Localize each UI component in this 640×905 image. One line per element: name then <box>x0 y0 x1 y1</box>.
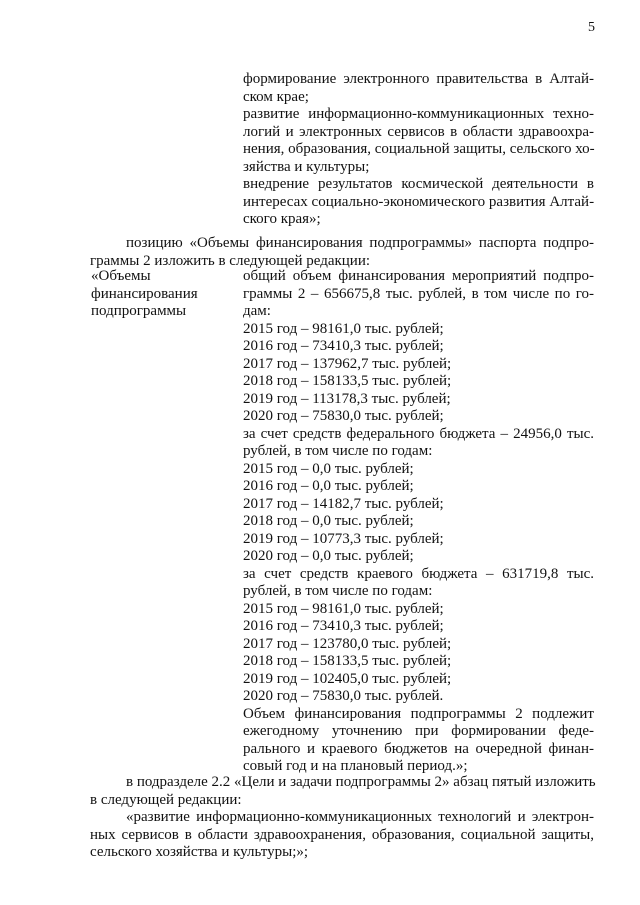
text-line: ных сервисов в области здравоохранения, образования, социальной защиты, <box>90 826 594 843</box>
year-line: 2015 год – 0,0 тыс. рублей; <box>243 460 414 477</box>
year-line: 2018 год – 158133,5 тыс. рублей; <box>243 653 452 669</box>
text-line: рублей, в том числе по годам: <box>243 583 433 599</box>
year-line: 2015 год – 98161,0 тыс. рублей; <box>243 320 444 337</box>
closing-paragraphs <box>90 774 594 862</box>
text-line: за счет средств краевого бюджета – 631719,8 тыс. <box>243 565 594 582</box>
year-line: 2017 год – 14182,7 тыс. рублей; <box>243 495 444 512</box>
goals-list <box>243 71 594 229</box>
year-line: 2016 год – 73410,3 тыс. рублей; <box>243 338 444 354</box>
year-line: 2018 год – 0,0 тыс. рублей; <box>243 513 414 529</box>
label-line: подпрограммы <box>91 303 187 319</box>
year-line: 2019 год – 10773,3 тыс. рублей; <box>243 530 444 547</box>
text-line: дам: <box>243 303 271 319</box>
text-line: ежегодному уточнению при формировании феде- <box>243 723 594 739</box>
text-line: граммы 2 – 656675,8 тыс. рублей, в том числе по го- <box>243 285 594 302</box>
text-line: за счет средств федерального бюджета – 24956,0 тыс. <box>243 425 594 442</box>
text-line: рублей, в том числе по годам: <box>243 443 433 459</box>
text-line: интересах социально-экономического развития Алтай- <box>243 193 595 210</box>
text-line: рального и краевого бюджетов на очередной финан- <box>243 740 594 757</box>
text-line: в следующей редакции: <box>90 791 242 808</box>
year-line: 2017 год – 137962,7 тыс. рублей; <box>243 355 452 372</box>
year-line: 2015 год – 98161,0 тыс. рублей; <box>243 600 444 617</box>
year-line: 2016 год – 0,0 тыс. рублей; <box>243 478 414 494</box>
financing-details <box>243 268 594 776</box>
year-line: 2018 год – 158133,5 тыс. рублей; <box>243 373 452 389</box>
text-line: формирование электронного правительства в Алтай- <box>243 71 594 87</box>
text-line: развитие информационно-коммуникационных техно- <box>243 106 594 122</box>
text-line: граммы 2 изложить в следующей редакции: <box>90 252 371 269</box>
year-line: 2020 год – 0,0 тыс. рублей; <box>243 548 414 564</box>
text-line: внедрение результатов космической деятельности в <box>243 176 594 192</box>
financing-label <box>91 268 231 321</box>
year-line: 2017 год – 123780,0 тыс. рублей; <box>243 635 452 652</box>
year-line: 2019 год – 102405,0 тыс. рублей; <box>243 670 452 687</box>
text-line: сельского хозяйства и культуры;»; <box>90 844 309 860</box>
text-line: «развитие информационно-коммуникационных технологий и электрон- <box>126 809 594 825</box>
text-line: логий и электронных сервисов в области здравоохра- <box>243 123 594 140</box>
text-line: позицию «Объемы финансирования подпрограммы» паспорта подпро- <box>126 235 594 251</box>
year-line: 2019 год – 113178,3 тыс. рублей; <box>243 390 451 407</box>
year-line: 2020 год – 75830,0 тыс. рублей. <box>243 688 444 704</box>
year-line: 2020 год – 75830,0 тыс. рублей; <box>243 408 444 424</box>
year-line: 2016 год – 73410,3 тыс. рублей; <box>243 618 444 634</box>
text-line: зяйства и культуры; <box>243 158 370 175</box>
text-line: совый год и на плановый период.»; <box>243 758 468 774</box>
text-line: нения, образования, социальной защиты, сельского хо- <box>243 141 595 157</box>
text-line: ском крае; <box>243 88 309 105</box>
text-line: общий объем финансирования мероприятий подпро- <box>243 268 594 284</box>
page-number: 5 <box>588 20 595 35</box>
text-line: ского края»; <box>243 211 321 227</box>
text-line: в подразделе 2.2 «Цели и задачи подпрограммы 2» абзац пятый изложить <box>126 774 596 790</box>
label-line: финансирования <box>91 285 198 302</box>
text-line: Объем финансирования подпрограммы 2 подлежит <box>243 705 594 722</box>
intro-paragraph <box>90 235 594 270</box>
label-line: «Объемы <box>91 268 151 284</box>
